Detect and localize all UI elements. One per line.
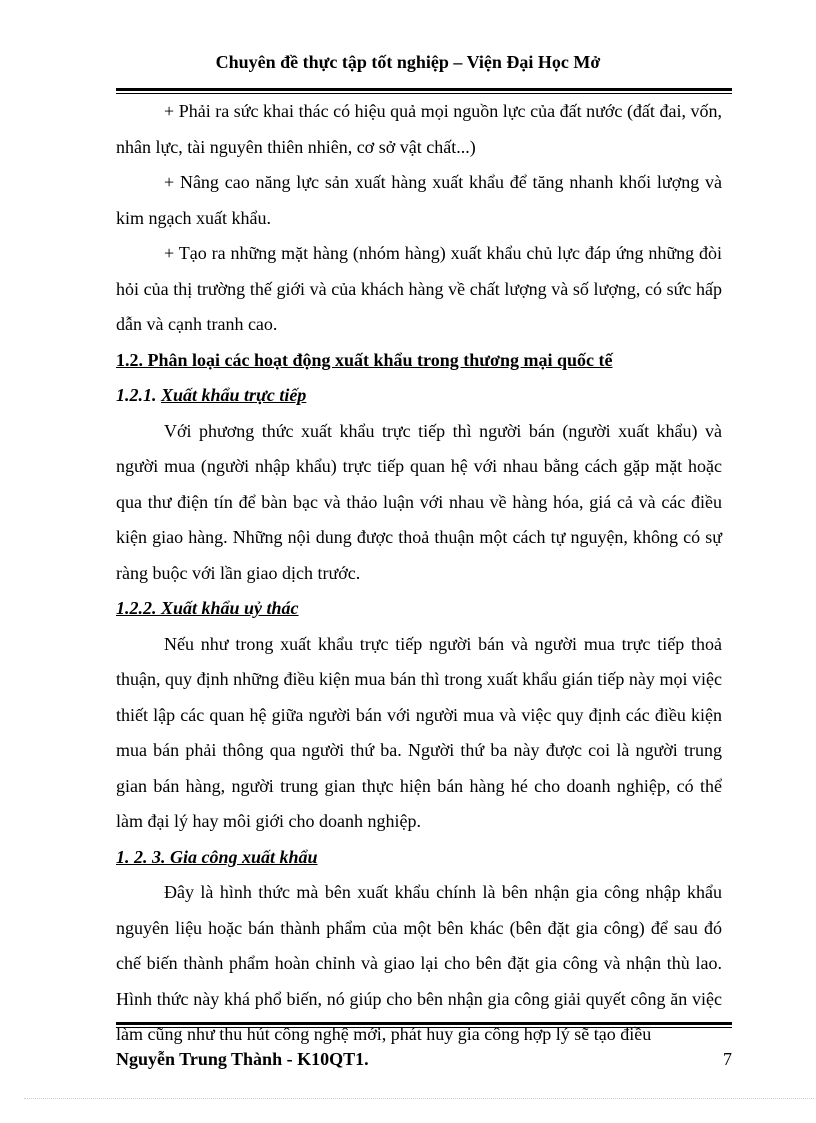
section-heading-1-2-1 <box>116 378 722 414</box>
header-title: Chuyên đề thực tập tốt nghiệp – Viện Đại Học Mở <box>215 52 601 72</box>
section-heading-1-2: 1.2. Phân loại các hoạt động xuất khẩu trong thương mại quốc tế <box>116 349 613 370</box>
footer-author: Nguyễn Trung Thành - K10QT1. <box>116 1049 369 1069</box>
section-body-1-2-2: Nếu như trong xuất khẩu trực tiếp người bán và người mua trực tiếp thoả thuận, quy định những điều kiện mua bán thì trong xuất khẩu gián tiếp này mọi việc thiết lập các quan hệ giữa người bán với người mua và việc quy định các điều kiện mua bán phải thông qua người thứ ba. Người thứ ba này được coi là người trung gian bán hàng, người trung gian thực hiện bán hàng hé cho doanh nghiệp, có thể làm đại lý hay môi giới cho doanh nghiệp. <box>116 633 722 831</box>
footer-rule <box>116 1022 732 1028</box>
section-title: 1.2.2. Xuất khẩu uỷ thác <box>116 598 299 618</box>
section-heading-1-2-2 <box>116 591 722 627</box>
section-number: 1.2.1. <box>116 385 157 405</box>
section-heading-1-2-3 <box>116 840 722 876</box>
section-title: 1. 2. 3. Gia công xuất khẩu <box>116 846 318 867</box>
bullet-paragraph: + Phải ra sức khai thác có hiệu quả mọi nguồn lực của đất nước (đất đai, vốn, nhân lực, tài nguyên thiên nhiên, cơ sở vật chất...) <box>116 101 722 157</box>
bullet-paragraph: + Nâng cao năng lực sản xuất hàng xuất khẩu để tăng nhanh khối lượng và kim ngạch xuất khẩu. <box>116 172 722 228</box>
page-content <box>116 94 722 1053</box>
page-number: 7 <box>723 1049 732 1069</box>
section-body-1-2-1: Với phương thức xuất khẩu trực tiếp thì người bán (người xuất khẩu) và người mua (người nhập khẩu) trực tiếp quan hệ với nhau bằng cách gặp mặt hoặc qua thư điện tín để bàn bạc và thảo luận với nhau về hàng hóa, giá cả và các điều kiện giao hàng. Những nội dung được thoả thuận một cách tự nguyện, không có sự ràng buộc với lần giao dịch trước. <box>116 420 722 583</box>
section-body-1-2-3: Đây là hình thức mà bên xuất khẩu chính là bên nhận gia công nhập khẩu nguyên liệu hoặc bán thành phẩm của một bên khác (bên đặt gia công) để sau đó chế biến thành phẩm hoàn chỉnh và giao lại cho bên đặt gia công và nhận thù lao. Hình thức này khá phổ biến, nó giúp cho bên nhận gia công giải quyết công ăn việc làm cũng như thu hút công nghệ mới, phát huy gia công hợp lý sẽ tạo điều <box>116 882 722 1044</box>
page-bottom-divider <box>24 1098 814 1099</box>
bullet-paragraph: + Tạo ra những mặt hàng (nhóm hàng) xuất khẩu chủ lực đáp ứng những đòi hỏi của thị trường thế giới và của khách hàng về chất lượng và số lượng, có sức hấp dẫn và cạnh tranh cao. <box>116 243 722 334</box>
section-title: Xuất khẩu trực tiếp <box>161 385 307 405</box>
